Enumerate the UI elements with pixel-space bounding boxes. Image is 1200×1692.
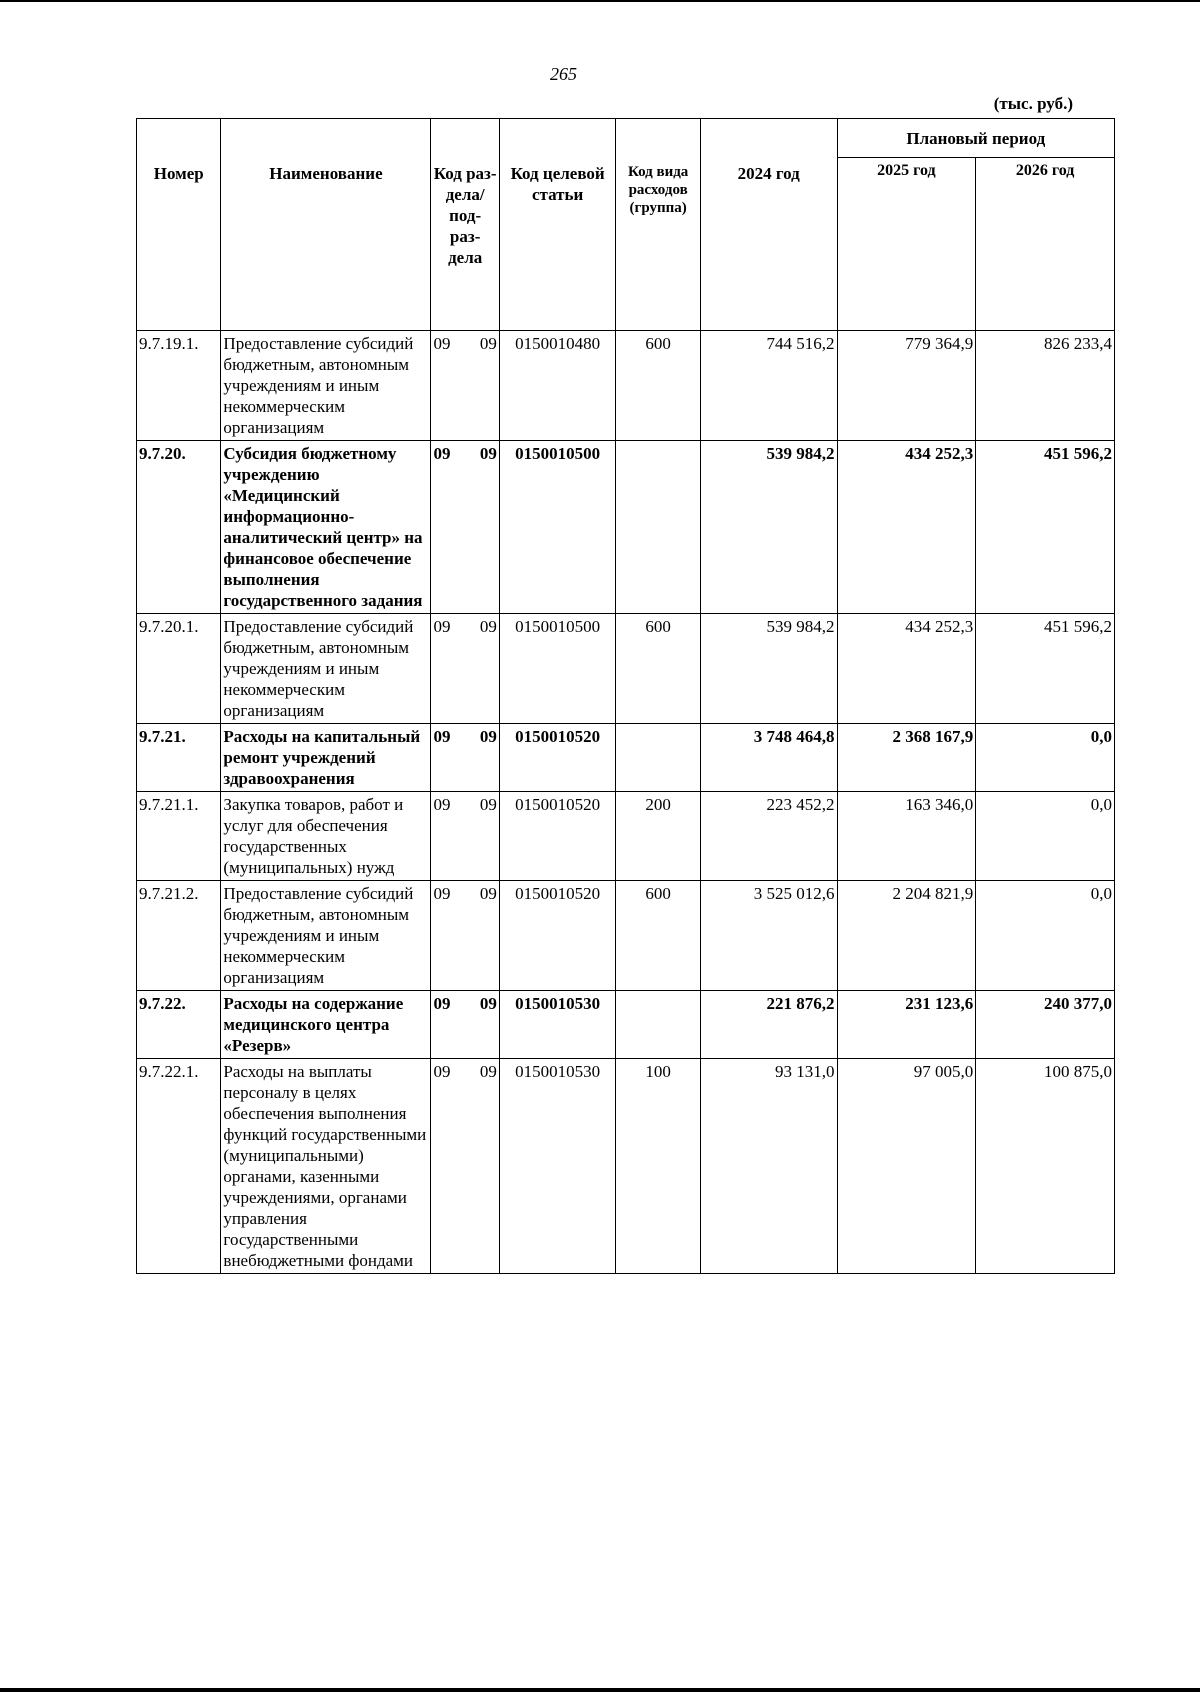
row-target-code: 0150010520 <box>499 792 616 881</box>
row-amount-2025: 434 252,3 <box>837 614 976 724</box>
table-header <box>137 119 1115 331</box>
top-border-line <box>0 0 1200 2</box>
table-row <box>137 614 1115 724</box>
table-row <box>137 792 1115 881</box>
subsection-code: 09 <box>479 1062 497 1081</box>
row-target-code: 0150010530 <box>499 1059 616 1274</box>
row-amount-2025: 434 252,3 <box>837 441 976 614</box>
header-year-2024: 2024 год <box>700 119 837 331</box>
subsection-code: 09 <box>479 795 497 814</box>
row-number: 9.7.20. <box>137 441 221 614</box>
row-amount-2024: 221 876,2 <box>700 991 837 1059</box>
row-amount-2026: 451 596,2 <box>976 614 1115 724</box>
subsection-code: 09 <box>479 884 497 903</box>
row-amount-2026: 240 377,0 <box>976 991 1115 1059</box>
table-body <box>137 331 1115 1274</box>
row-number: 9.7.22.1. <box>137 1059 221 1274</box>
row-expense-type <box>616 991 700 1059</box>
row-section-code <box>431 441 499 614</box>
bottom-border-line <box>0 1688 1200 1692</box>
row-section-code <box>431 1059 499 1274</box>
row-name: Субсидия бюджетному учреждению «Медицинский информационно-аналитический центр» на финансовое обеспечение выполнения государственного задания <box>221 441 431 614</box>
section-code: 09 <box>433 994 451 1013</box>
header-section-code: Код раз- дела/ под- раз- дела <box>431 119 499 331</box>
row-amount-2024: 93 131,0 <box>700 1059 837 1274</box>
subsection-code: 09 <box>479 727 497 746</box>
row-number: 9.7.20.1. <box>137 614 221 724</box>
table-row <box>137 1059 1115 1274</box>
row-amount-2026: 0,0 <box>976 724 1115 792</box>
row-name: Расходы на выплаты персоналу в целях обеспечения выполнения функций государственными (муниципальными) органами, казенными учреждениями, органами управления государственными внебюджетными фондами <box>221 1059 431 1274</box>
row-target-code: 0150010500 <box>499 441 616 614</box>
row-number: 9.7.21.1. <box>137 792 221 881</box>
row-expense-type <box>616 441 700 614</box>
section-code: 09 <box>433 1062 451 1081</box>
row-name: Предоставление субсидий бюджетным, автономным учреждениям и иным некоммерческим организациям <box>221 331 431 441</box>
table-row <box>137 724 1115 792</box>
row-target-code: 0150010520 <box>499 724 616 792</box>
subsection-code: 09 <box>479 334 497 353</box>
subsection-code: 09 <box>479 994 497 1013</box>
row-number: 9.7.21.2. <box>137 881 221 991</box>
row-section-code <box>431 724 499 792</box>
row-section-code <box>431 331 499 441</box>
budget-table <box>136 118 1115 1274</box>
row-name: Предоставление субсидий бюджетным, автономным учреждениям и иным некоммерческим организациям <box>221 881 431 991</box>
header-year-2025: 2025 год <box>837 158 976 331</box>
section-code: 09 <box>433 884 451 903</box>
section-code: 09 <box>433 444 451 463</box>
table-row <box>137 881 1115 991</box>
row-amount-2025: 97 005,0 <box>837 1059 976 1274</box>
row-expense-type: 600 <box>616 614 700 724</box>
row-amount-2026: 826 233,4 <box>976 331 1115 441</box>
row-name: Закупка товаров, работ и услуг для обеспечения государственных (муниципальных) нужд <box>221 792 431 881</box>
row-section-code <box>431 881 499 991</box>
row-section-code <box>431 991 499 1059</box>
table-row <box>137 991 1115 1059</box>
row-amount-2026: 0,0 <box>976 792 1115 881</box>
row-amount-2025: 2 368 167,9 <box>837 724 976 792</box>
units-label: (тыс. руб.) <box>993 94 1073 113</box>
section-code: 09 <box>433 795 451 814</box>
row-amount-2026: 451 596,2 <box>976 441 1115 614</box>
row-amount-2025: 779 364,9 <box>837 331 976 441</box>
row-amount-2025: 2 204 821,9 <box>837 881 976 991</box>
row-name: Расходы на капитальный ремонт учреждений здравоохранения <box>221 724 431 792</box>
section-code: 09 <box>433 617 451 636</box>
row-target-code: 0150010520 <box>499 881 616 991</box>
row-amount-2024: 539 984,2 <box>700 614 837 724</box>
row-expense-type: 100 <box>616 1059 700 1274</box>
row-amount-2024: 539 984,2 <box>700 441 837 614</box>
header-number: Номер <box>137 119 221 331</box>
header-plan-period: Плановый период <box>837 119 1114 158</box>
row-target-code: 0150010500 <box>499 614 616 724</box>
row-expense-type: 200 <box>616 792 700 881</box>
row-number: 9.7.21. <box>137 724 221 792</box>
row-target-code: 0150010530 <box>499 991 616 1059</box>
row-section-code <box>431 792 499 881</box>
row-amount-2024: 223 452,2 <box>700 792 837 881</box>
row-name: Расходы на содержание медицинского центра «Резерв» <box>221 991 431 1059</box>
row-amount-2024: 3 525 012,6 <box>700 881 837 991</box>
row-name: Предоставление субсидий бюджетным, автономным учреждениям и иным некоммерческим организациям <box>221 614 431 724</box>
subsection-code: 09 <box>479 444 497 463</box>
subsection-code: 09 <box>479 617 497 636</box>
header-name: Наименование <box>221 119 431 331</box>
row-amount-2024: 744 516,2 <box>700 331 837 441</box>
row-amount-2025: 231 123,6 <box>837 991 976 1059</box>
section-code: 09 <box>433 727 451 746</box>
table-row <box>137 441 1115 614</box>
row-target-code: 0150010480 <box>499 331 616 441</box>
header-target-code: Код целевой статьи <box>499 119 616 331</box>
row-amount-2026: 0,0 <box>976 881 1115 991</box>
row-expense-type: 600 <box>616 331 700 441</box>
section-code: 09 <box>433 334 451 353</box>
row-number: 9.7.22. <box>137 991 221 1059</box>
table-row <box>137 331 1115 441</box>
header-year-2026: 2026 год <box>976 158 1115 331</box>
row-expense-type: 600 <box>616 881 700 991</box>
row-section-code <box>431 614 499 724</box>
row-expense-type <box>616 724 700 792</box>
header-expense-type-code: Код вида расходов (группа) <box>616 119 700 331</box>
row-amount-2026: 100 875,0 <box>976 1059 1115 1274</box>
row-amount-2024: 3 748 464,8 <box>700 724 837 792</box>
row-amount-2025: 163 346,0 <box>837 792 976 881</box>
page-number: 265 <box>550 64 577 84</box>
row-number: 9.7.19.1. <box>137 331 221 441</box>
